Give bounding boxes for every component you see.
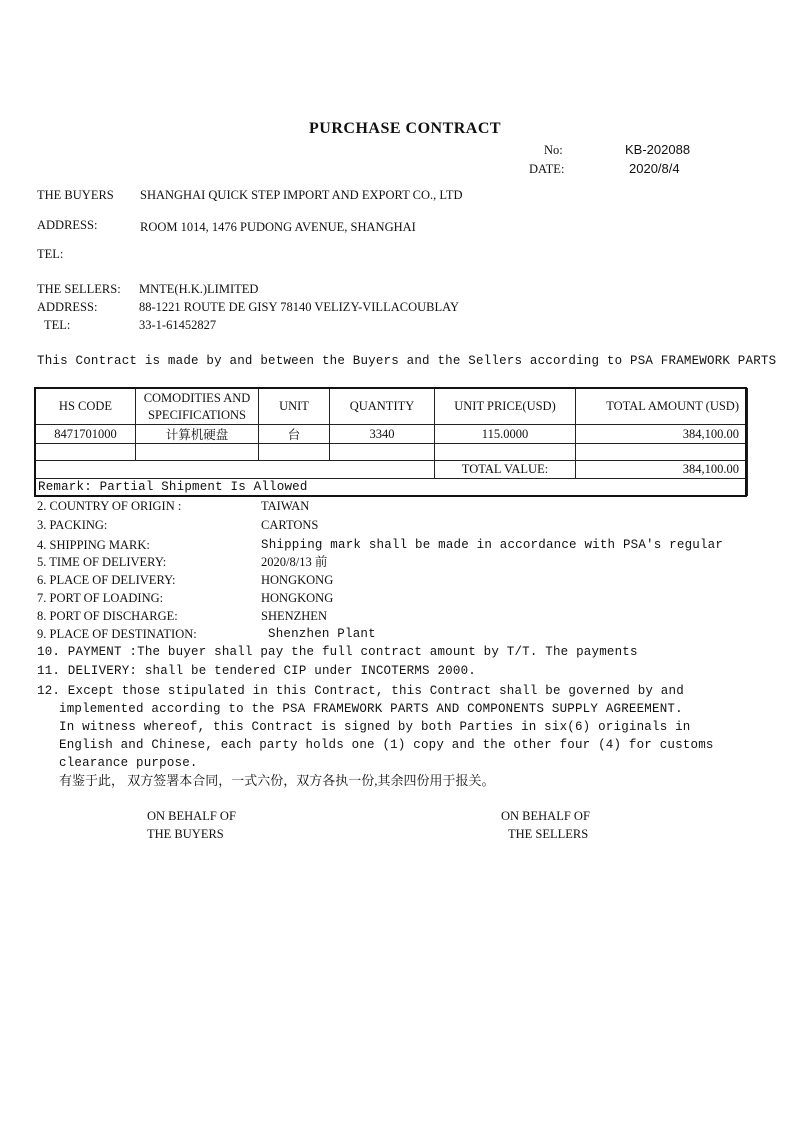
header-commodities-line2: SPECIFICATIONS [148,407,246,422]
cell-total: 384,100.00 [576,425,748,444]
date-value: 2020/8/4 [629,161,680,176]
remark-text: Remark: Partial Shipment Is Allowed [36,479,748,496]
signature-buyers-line2: THE BUYERS [147,827,224,841]
sellers-address: 88-1221 ROUTE DE GISY 78140 VELIZY-VILLACOUBLAY [139,300,460,314]
table-row [36,425,748,444]
buyers-name: SHANGHAI QUICK STEP IMPORT AND EXPORT CO., LTD [140,188,463,202]
clause-place-delivery-label: 6. PLACE OF DELIVERY: [37,573,176,587]
cell-quantity: 3340 [330,425,435,444]
clause-origin-label: 2. COUNTRY OF ORIGIN : [37,499,182,513]
sellers-address-label: ADDRESS: [37,300,98,314]
header-commodities-line1: COMODITIES AND [143,390,251,405]
empty-cell [259,444,330,461]
header-total-amount: TOTAL AMOUNT (USD) [576,389,748,425]
clause-governing-line3: In witness whereof, this Contract is signed by both Parties in six(6) originals in [59,720,691,734]
table-remark-row [36,479,748,496]
clause-destination-label: 9. PLACE OF DESTINATION: [37,627,197,641]
header-unit: UNIT [259,389,330,425]
total-value: 384,100.00 [576,461,748,479]
empty-cell [36,444,136,461]
clause-place-delivery-value: HONGKONG [261,573,334,587]
clause-packing-label: 3. PACKING: [37,518,108,532]
total-row-spacer [36,461,435,479]
cell-hs-code: 8471701000 [36,425,136,444]
contract-table [35,388,748,496]
header-quantity: QUANTITY [330,389,435,425]
clause-governing-line2: implemented according to the PSA FRAMEWORK PARTS AND COMPONENTS SUPPLY AGREEMENT. [59,702,683,716]
empty-cell [136,444,259,461]
sellers-name: MNTE(H.K.)LIMITED [139,282,259,296]
buyers-label: THE BUYERS [37,188,114,202]
clause-discharge-value: SHENZHEN [261,609,327,623]
clause-discharge-label: 8. PORT OF DISCHARGE: [37,609,178,623]
clause-shipping-label: 4. SHIPPING MARK: [37,538,150,552]
intro-text: This Contract is made by and between the Buyers and the Sellers according to PSA FRAMEWORK PARTS [37,354,777,368]
table-header-row [36,389,748,425]
clause-payment: 10. PAYMENT :The buyer shall pay the full contract amount by T/T. The payments [37,645,638,659]
clause-packing-value: CARTONS [261,518,319,532]
page-title: PURCHASE CONTRACT [309,120,502,137]
signature-sellers-line2: THE SELLERS [508,827,589,841]
signature-buyers-line1: ON BEHALF OF [147,809,236,823]
clause-loading-value: HONGKONG [261,591,334,605]
clause-shipping-value: Shipping mark shall be made in accordance with PSA's regular [261,538,724,552]
clause-origin-value: TAIWAN [261,499,310,513]
signature-sellers-line1: ON BEHALF OF [501,809,590,823]
clause-governing-chinese: 有鉴于此， 双方签署本合同，一式六份，双方各执一份,其余四份用于报关。 [59,773,495,788]
header-hs-code: HS CODE [36,389,136,425]
sellers-label: THE SELLERS: [37,282,121,296]
header-unit-price: UNIT PRICE(USD) [435,389,576,425]
contract-no-label: No: [544,143,563,157]
clause-destination-value: Shenzhen Plant [268,627,376,641]
table-empty-row [36,444,748,461]
contract-no-value: KB-202088 [625,142,691,157]
buyers-address-label: ADDRESS: [37,218,98,232]
sellers-tel: 33-1-61452827 [139,318,217,332]
clause-governing-line1: 12. Except those stipulated in this Contract, this Contract shall be governed by and [37,684,684,698]
clause-governing-line4: English and Chinese, each party holds one (1) copy and the other four (4) for customs [59,738,714,752]
buyers-address: ROOM 1014, 1476 PUDONG AVENUE, SHANGHAI [140,220,416,234]
clause-time-label: 5. TIME OF DELIVERY: [37,555,167,569]
clause-governing-line5: clearance purpose. [59,756,198,770]
date-label: DATE: [529,162,565,176]
clause-loading-label: 7. PORT OF LOADING: [37,591,164,605]
table-total-row [36,461,748,479]
cell-unit-price: 115.0000 [435,425,576,444]
empty-cell [576,444,748,461]
cell-commodity: 计算机硬盘 [136,425,259,444]
clause-time-value: 2020/8/13 前 [261,555,328,569]
empty-cell [330,444,435,461]
sellers-tel-label: TEL: [44,318,71,332]
header-commodities [136,389,259,425]
cell-unit: 台 [259,425,330,444]
empty-cell [435,444,576,461]
total-value-label: TOTAL VALUE: [435,461,576,479]
clause-delivery: 11. DELIVERY: shall be tendered CIP under INCOTERMS 2000. [37,664,476,678]
buyers-tel-label: TEL: [37,247,64,261]
